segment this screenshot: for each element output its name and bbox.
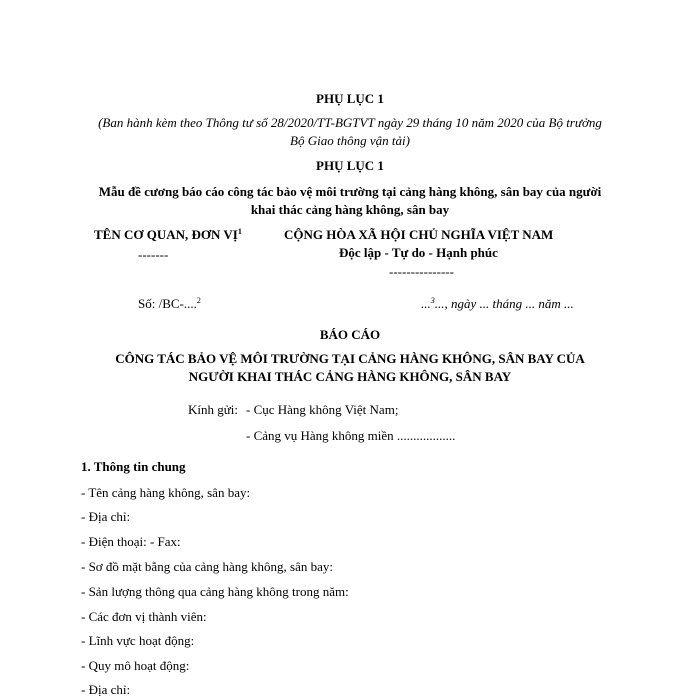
footnote-marker-1: 1 (237, 227, 242, 236)
appendix-subtitle-line-1: Mẫu đề cương báo cáo công tác bảo vệ môi trường tại cảng hàng không, sân bay của người (98, 184, 602, 199)
recipient-2: - Cảng vụ Hàng không miền .................. (246, 428, 456, 443)
issued-by-line-1: (Ban hành kèm theo Thông tư số 28/2020/TT-BGTVT ngày 29 tháng 10 năm 2020 của Bộ trưởng (98, 115, 602, 130)
agency-name (94, 226, 242, 243)
to-label: Kính gửi: (188, 402, 239, 417)
footnote-marker-2: 2 (196, 296, 201, 305)
list-item: - Địa chỉ: (81, 509, 131, 524)
motto-rule: --------------- (389, 264, 454, 279)
list-item: - Sơ đồ mặt bằng của cảng hàng không, sân bay: (81, 559, 334, 574)
document-number (138, 295, 201, 312)
list-item: - Sản lượng thông qua cảng hàng không trong năm: (81, 584, 349, 599)
report-topic-line-1: CÔNG TÁC BẢO VỆ MÔI TRƯỜNG TẠI CẢNG HÀNG KHÔNG, SÂN BAY CỦA (115, 351, 585, 366)
appendix-subtitle-line-2: khai thác cảng hàng không, sân bay (250, 202, 450, 217)
document-number-text: Số: /BC-.... (138, 296, 197, 311)
report-heading: BÁO CÁO (319, 327, 381, 342)
issued-by-line-2: Bộ Giao thông vận tải) (290, 133, 410, 148)
date-suffix: ..., ngày ... tháng ... năm ... (434, 296, 574, 311)
report-topic-line-2: NGƯỜI KHAI THÁC CẢNG HÀNG KHÔNG, SÂN BAY (188, 369, 512, 384)
list-item: - Lĩnh vực hoạt động: (81, 633, 195, 648)
list-item: - Quy mô hoạt động: (81, 658, 190, 673)
footnote-marker-3: 3 (430, 296, 435, 305)
appendix-title-2: PHỤ LỤC 1 (316, 158, 384, 173)
national-motto: Độc lập - Tự do - Hạnh phúc (339, 245, 498, 260)
republic-name: CỘNG HÒA XÃ HỘI CHỦ NGHĨA VIỆT NAM (284, 227, 554, 242)
document-date (421, 295, 574, 312)
agency-rule: ------- (138, 247, 169, 262)
list-item: - Các đơn vị thành viên: (81, 609, 207, 624)
recipient-1: - Cục Hàng không Việt Nam; (246, 402, 399, 417)
list-item: - Địa chỉ: (81, 682, 131, 697)
list-item: - Điện thoại: - Fax: (81, 534, 181, 549)
list-item: - Tên cảng hàng không, sân bay: (81, 485, 251, 500)
date-prefix: ... (421, 296, 431, 311)
appendix-title: PHỤ LỤC 1 (316, 91, 384, 106)
agency-name-text: TÊN CƠ QUAN, ĐƠN VỊ (94, 227, 238, 242)
section-1-heading: 1. Thông tin chung (81, 459, 186, 474)
